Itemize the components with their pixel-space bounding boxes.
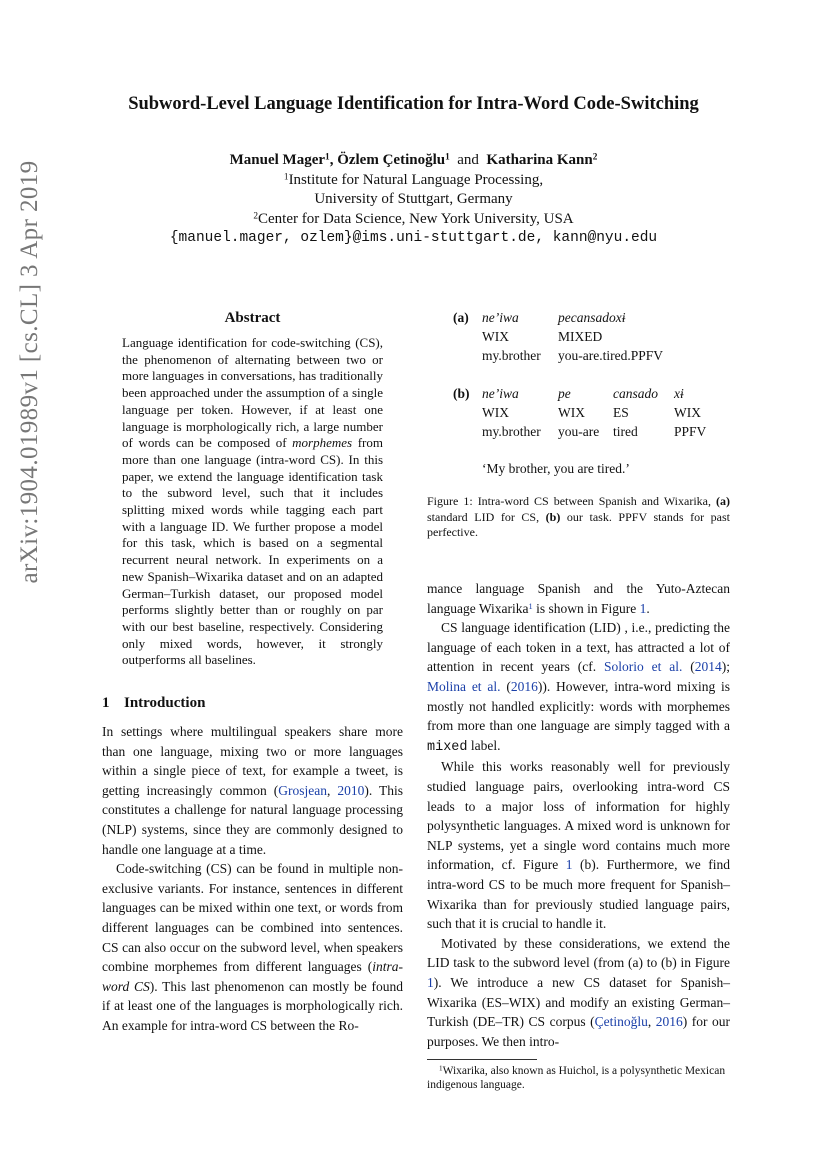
spacer [427,541,730,579]
citation-link[interactable]: Grosjean [278,782,327,798]
body-text: ). This last phenomenon can mostly be found if at least one of the languages is morphologically rich. An example for intra-word CS between the Ro- [102,978,403,1033]
body-text: ) for our purposes. We then intro- [427,1014,731,1049]
language-tag: WIX [558,405,585,420]
body-paragraph-3 [427,757,730,933]
section-number: 1 [102,695,110,712]
body-text: mance language Spanish and the Yuto-Aztecan language Wixarika [427,581,730,616]
caption-text: our task. PPFV stands for past perfective. [427,509,730,540]
author-conjunction: and [457,152,479,168]
body-text: ( [682,659,695,675]
right-column [427,310,730,1092]
citation-year-link[interactable]: 2016 [655,1014,683,1030]
free-translation: ‘My brother, you are tired.’ [482,461,630,476]
abstract-body [122,335,383,669]
body-paragraph-4 [427,934,730,1052]
author-block [0,151,827,249]
abstract-emphasis: morphemes [292,435,353,451]
abstract-text: Language identification for code-switching (CS), the phenomenon of alternating between two or more languages in conversations, has traditionally been approached under the assumption of a single language per token. However, if at least one language is morphologically rich, a large number of words can be composed of [122,335,383,451]
caption-bold: (a) [716,494,730,508]
affiliation-mark: 2 [253,210,258,221]
figure-caption [427,494,730,541]
gloss-translation: tired [613,424,638,439]
citation-year-link[interactable]: 2016 [510,679,538,695]
citation-link[interactable]: Molina et al. [427,679,501,695]
body-text: ( [500,679,511,695]
footnote-mark: 1 [439,1064,443,1073]
gloss-word: cansado [613,386,658,401]
affiliation-1 [0,171,827,191]
arxiv-identifier: arXiv:1904.01989v1 [cs.CL] 3 Apr 2019 [16,160,43,584]
body-paragraph-2 [427,618,730,757]
affiliation-2 [0,210,827,230]
citation-year-link[interactable]: 2010 [337,782,365,798]
author-name: Katharina Kann [486,152,593,168]
gloss-word: ne’iwa [482,310,519,325]
gloss-word: pe [558,386,571,401]
gloss-word: pecansadoxɨ [558,310,626,325]
figure-ref-link[interactable]: 1 [565,857,573,873]
author-emails: {manuel.mager, ozlem}@ims.uni-stuttgart.de, kann@nyu.edu [169,230,658,246]
affiliation-mark: 1 [283,171,289,182]
affiliation-1-line-2: University of Stuttgart, Germany [314,191,513,207]
intro-paragraph-1 [102,722,403,859]
citation-link[interactable]: Çetinoğlu [594,1014,648,1030]
caption-text: Figure 1: Intra-word CS between Spanish and Wixarika, [427,494,716,508]
abstract-text: from more than one language (intra-word CS). In this paper, we extend the language identification task to the subword level, such that it includes splitting mixed words while tagging each part with a language ID. We further propose a model for this task, which is based on a segmental recurrent neural network. In experiments on a new Spanish–Wixarika dataset and on an adapted German–Turkish dataset, our proposed model performs slightly better than or roughly on par with our best baseline, respectively. Considering only mixed words, however, it strongly outperforms all baselines. [122,435,383,668]
left-column [102,310,403,1036]
body-text: Code-switching (CS) can be found in multiple non-exclusive variants. For instance, sentences in different languages can be mixed within one text, or words from different languages can be combined into sentences. CS can also occur on the subword level, when speakers combine morphemes from different languages ( [102,861,403,975]
citation-link[interactable]: Solorio et al. [603,659,683,675]
affiliation-text: Center for Data Science, New York University, USA [258,210,574,227]
body-text: In settings where multilingual speakers share more than one language, mixing two or more languages within a single piece of text, for example a tweet, is getting increasingly common ( [102,724,403,798]
figure-1 [427,310,730,480]
footnote-link[interactable]: 1 [528,601,533,611]
author-names: Manuel Mager$^1$, Özlem Çetinoğlu$^1$ and Katharina Kann$^2$ [229,152,598,168]
body-text: ). We introduce a new CS dataset for Spanish–Wixarika (ES–WIX) and modify an existing German–Turkish (DE–TR) CS corpus ( [427,974,730,1030]
body-text: While this works reasonably well for previously studied language pairs, overlooking intra-word CS leads to a major loss of information for highly polysynthetic languages. A mixed word is unknown for NLP systems, yet a single word contains much more information, cf. Figure [427,759,730,873]
body-emphasis: intra-word CS [102,959,403,994]
affiliation-mark: 2 [592,152,598,163]
caption-bold: (b) [545,509,561,524]
body-text: (b). Furthermore, we find intra-word CS to be much more frequent for Spanish–Wixarika than for previously studied language pairs, such that it is crucial to handle it. [427,857,730,932]
example-label: (a) [453,310,469,325]
body-text: Motivated by these considerations, we extend the LID task to the subword level (from (a) to (b) in Figure [427,935,730,971]
body-text: ). This constitutes a challenge for natural language processing (NLP) systems, since they are commonly designed to handle one language at a time. [102,782,403,857]
gloss-translation: my.brother [482,348,541,363]
body-text: , [647,1014,656,1030]
code-term: mixed [427,739,468,755]
gloss-translation: my.brother [482,424,541,439]
abstract-heading: Abstract [224,310,281,326]
figure-ref-link[interactable]: 1 [639,600,647,616]
language-tag: MIXED [558,329,603,344]
paper-title: Subword-Level Language Identification for Intra-Word Code-Switching [128,94,699,114]
body-text: )). However, intra-word mixing is mostly not handled explicitly: words with morphemes from more than one language are simply tagged with a [427,679,731,734]
gloss-translation: you-are.tired.PPFV [558,348,663,363]
figure-ref-link[interactable]: 1 [427,974,434,990]
language-tag: ES [613,405,629,420]
language-tag: WIX [482,405,509,420]
body-text: CS language identification (LID) , i.e., predicting the language of each token in a text, has attracted a lot of attention in recent years (cf. [427,620,730,675]
footnote-divider [427,1059,537,1060]
body-text: is shown in Figure [532,600,640,616]
affiliation-text: Institute for Natural Language Processing, [288,171,544,188]
gloss-word: ne’iwa [482,386,519,401]
body-text: . [646,600,650,616]
section-heading-introduction [102,695,403,712]
example-label: (b) [453,386,470,401]
intro-paragraph-2 [102,859,403,1035]
author-name: Özlem Çetinoğlu [337,152,446,168]
language-tag: WIX [674,405,701,420]
caption-text: standard LID for CS, [427,509,546,524]
gloss-translation: you-are [558,424,600,439]
author-name: Manuel Mager [229,152,326,168]
citation-year-link[interactable]: 2014 [694,659,722,675]
section-title: Introduction [124,695,206,712]
affiliation-mark: 1 [325,152,330,163]
body-paragraph-1 [427,579,730,618]
body-text: , [326,782,338,798]
gloss-word: xɨ [674,386,684,401]
body-text: label. [467,737,501,753]
language-tag: WIX [482,329,509,344]
body-text: ); [721,659,730,675]
affiliation-mark: 1 [445,152,450,163]
gloss-translation: PPFV [674,424,707,439]
footnote [427,1064,730,1092]
footnote-text: Wixarika, also known as Huichol, is a polysynthetic Mexican indigenous language. [427,1065,726,1092]
